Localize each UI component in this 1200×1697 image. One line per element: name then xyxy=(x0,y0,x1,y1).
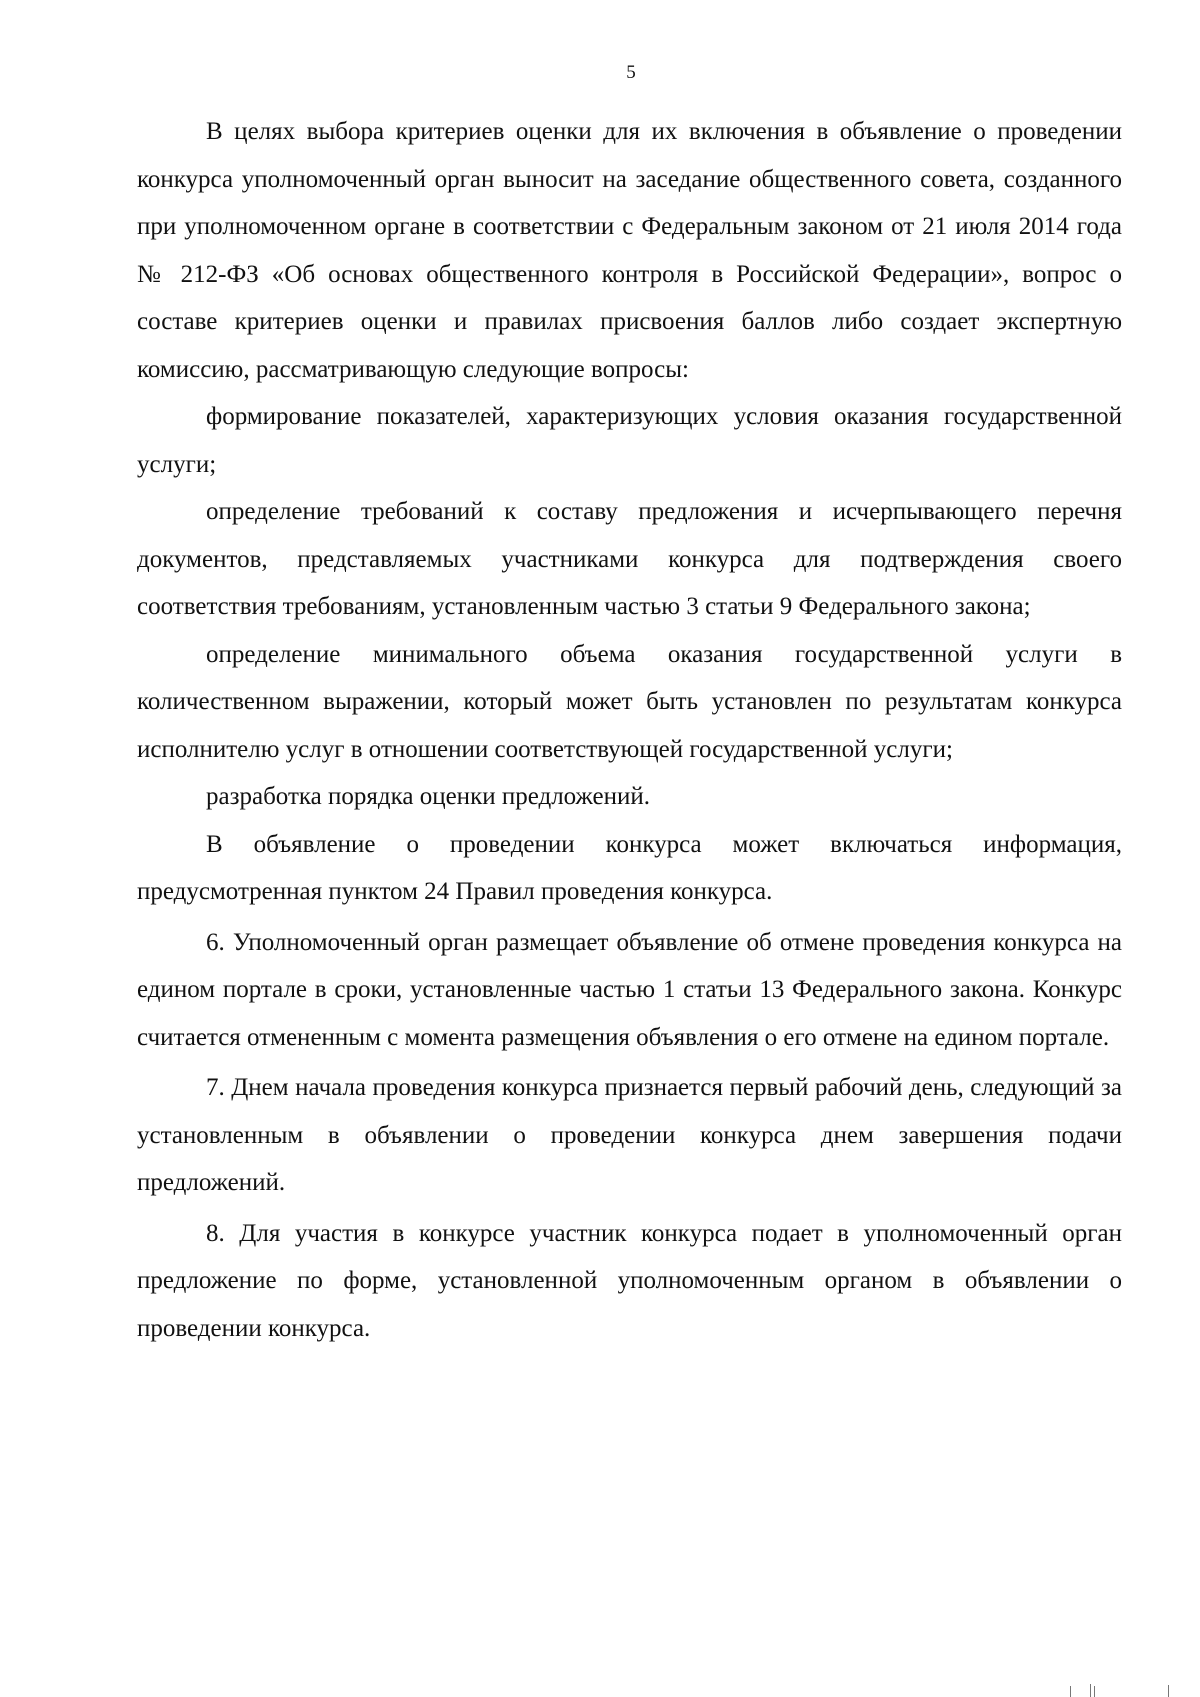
scan-artifact xyxy=(1070,1686,1071,1697)
paragraph: 7. Днем начала проведения конкурса признается первый рабочий день, следующий за установленным в объявлении о проведении конкурса днем завершения подачи предложений. xyxy=(137,1074,1122,1196)
scan-artifact xyxy=(1090,1684,1091,1697)
document-body xyxy=(137,108,1122,1352)
paragraph: 8. Для участия в конкурсе участник конкурса подает в уполномоченный орган предложение по форме, установленной уполномоченным органом в объявлении о проведении конкурса. xyxy=(137,1219,1122,1342)
paragraph: разработка порядка оценки предложений. xyxy=(206,783,650,810)
paragraph: формирование показателей, характеризующих условия оказания государственной услуги; xyxy=(137,403,1122,478)
paragraph: определение минимального объема оказания государственной услуги в количественном выражении, который может быть установлен по результатам конкурса исполнителю услуг в отношении соответствующей государственной услуги; xyxy=(137,640,1122,763)
paragraph: определение требований к составу предложения и исчерпывающего перечня документов, представляемых участниками конкурса для подтверждения своего соответствия требованиям, установленным частью 3 статьи 9 Федерального закона; xyxy=(137,498,1122,620)
scan-artifact xyxy=(1168,1685,1169,1697)
paragraph: 6. Уполномоченный орган размещает объявление об отмене проведения конкурса на едином портале в сроки, установленные частью 1 статьи 13 Федерального закона. Конкурс считается отмененным с момента размещения объявления о его отмене на едином портале. xyxy=(137,928,1122,1051)
paragraph: В целях выбора критериев оценки для их включения в объявление о проведении конкурса уполномоченный орган выносит на заседание общественного совета, созданного при уполномоченном органе в соответствии с Федеральным законом от 21 июля 2014 года № 212-ФЗ «Об основах общественного контроля в Российской Федерации», вопрос о составе критериев оценки и правилах присвоения баллов либо создает экспертную комиссию, рассматривающую следующие вопросы: xyxy=(137,118,1122,383)
paragraph: В объявление о проведении конкурса может включаться информация, предусмотренная пунктом 24 Правил проведения конкурса. xyxy=(137,830,1122,905)
scan-artifact xyxy=(1094,1686,1095,1697)
page-number: 5 xyxy=(626,62,636,83)
